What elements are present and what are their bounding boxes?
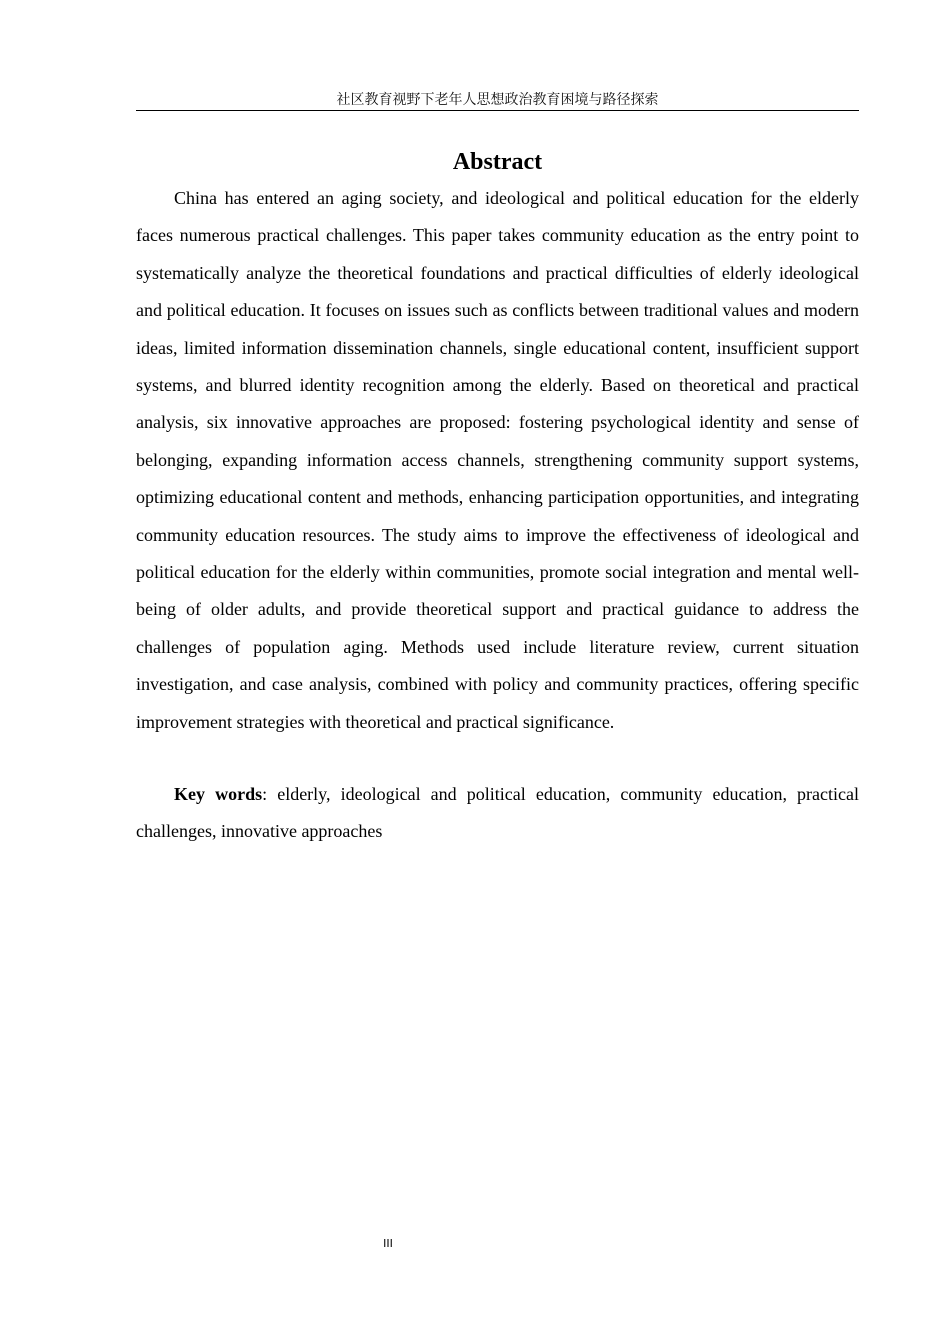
keywords-label: Key words <box>174 784 263 804</box>
keywords-paragraph <box>136 776 859 851</box>
keywords-text: elderly, ideological and political education, community education, practical challenges, innovative approaches <box>136 784 859 842</box>
keywords-separator: : <box>262 784 278 804</box>
page-number: III <box>383 1237 393 1250</box>
abstract-body: China has entered an aging society, and ideological and political education for the elderly faces numerous practical challenges. This paper takes community education as the entry point to systematically analyze the theoretical foundations and practical difficulties of elderly ideological and political education. It focuses on issues such as conflicts between traditional values and modern ideas, limited information dissemination channels, single educational content, insufficient support systems, and blurred identity recognition among the elderly. Based on theoretical and practical analysis, six innovative approaches are proposed: fostering psychological identity and sense of belonging, expanding information access channels, strengthening community support systems, optimizing educational content and methods, enhancing participation opportunities, and integrating community education resources. The study aims to improve the effectiveness of ideological and political education for the elderly within communities, promote social integration and mental well-being of older adults, and provide theoretical support and practical guidance to address the challenges of population aging. Methods used include literature review, current situation investigation, and case analysis, combined with policy and community practices, offering specific improvement strategies with theoretical and practical significance. <box>136 188 859 732</box>
abstract-title: Abstract <box>452 149 543 175</box>
running-header: 社区教育视野下老年人思想政治教育困境与路径探索 <box>136 90 859 111</box>
